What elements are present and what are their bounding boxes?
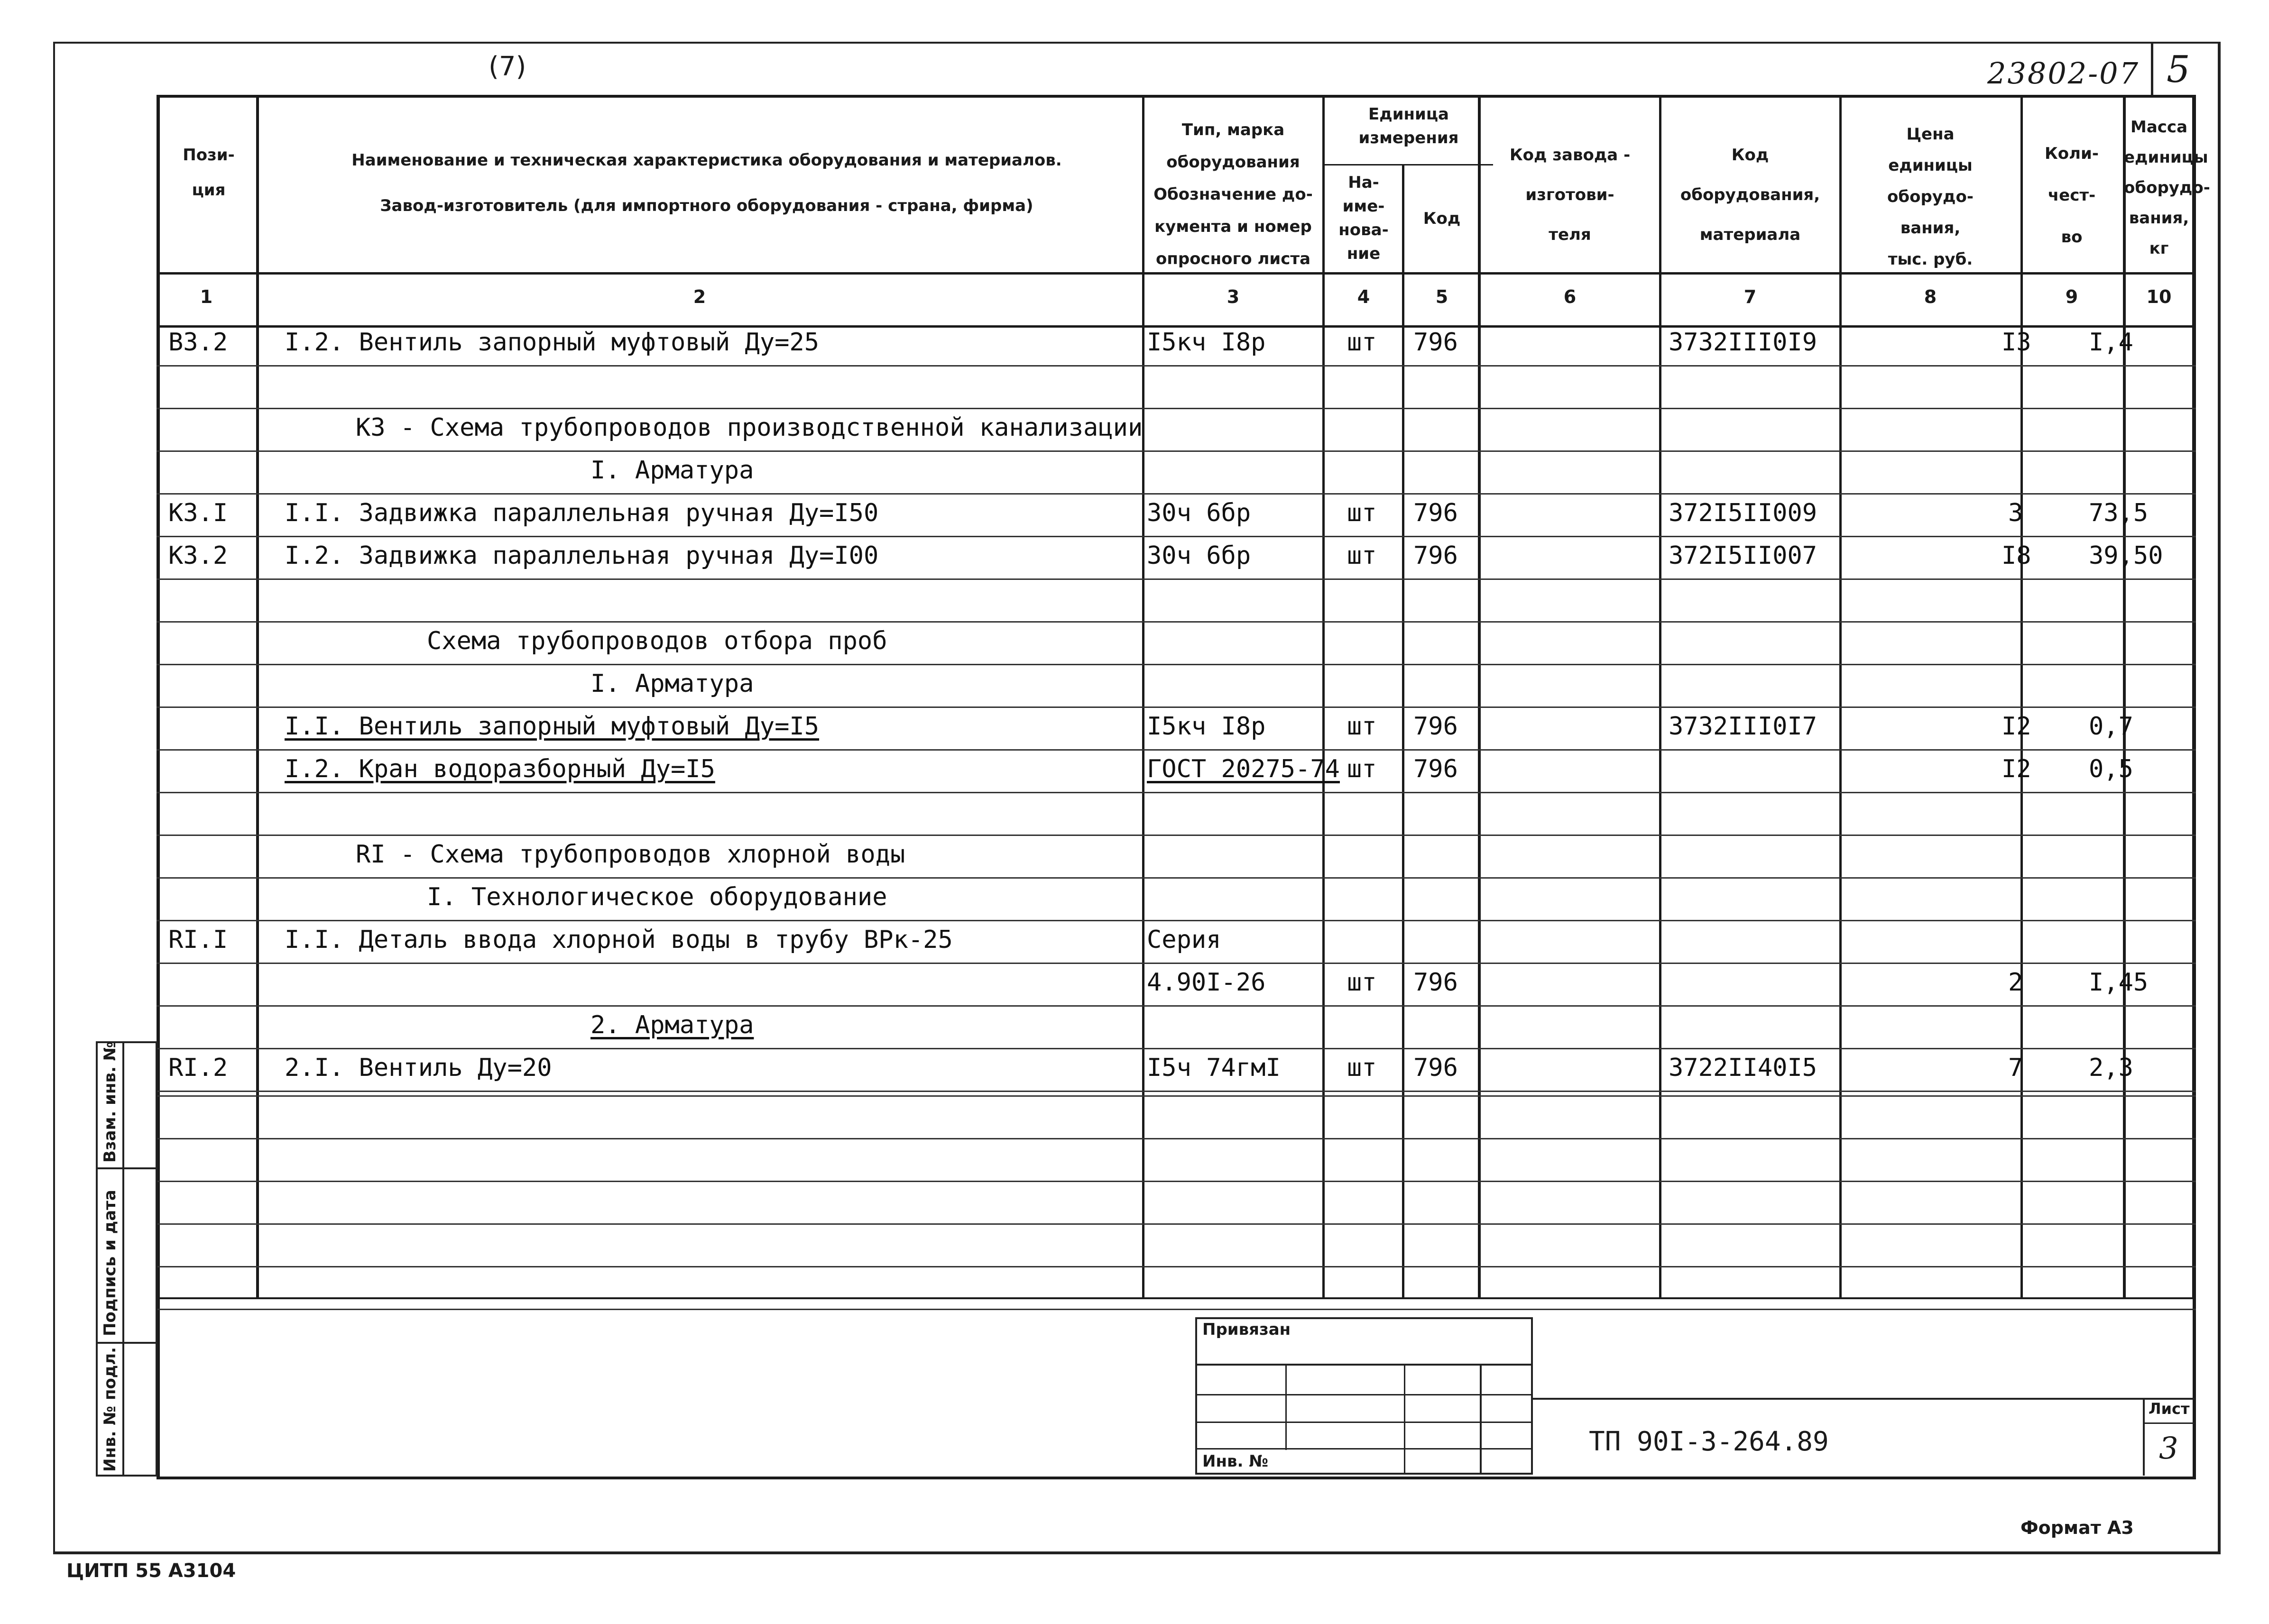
cell-equip-code: 3732III0I7 [1669, 712, 1817, 741]
cell-name: I. Арматура [590, 670, 754, 698]
header-unit-code: Код [1423, 209, 1461, 228]
cell-pos: RI.2 [168, 1054, 228, 1082]
equipment-table [157, 95, 2210, 1299]
cell-name: I.2. Задвижка параллельная ручная Ду=I00 [285, 541, 879, 570]
cell-type: 30ч 6бр [1147, 541, 1251, 570]
cell-mass: 2,3 [2089, 1054, 2133, 1082]
col-number-5: 5 [1435, 286, 1448, 307]
cell-type: 4.90I-26 [1147, 968, 1266, 997]
header-mass: Масса единицы оборудо- вания, кг [2124, 118, 2210, 258]
project-code: ТП 90I-3-264.89 [1589, 1426, 1829, 1457]
cell-mass: 73,5 [2089, 499, 2149, 527]
header-price: Цена единицы оборудо- вания, тыс. руб. [1887, 125, 1974, 269]
cell-qty: 7 [2008, 1054, 2023, 1082]
row-divider [157, 578, 2196, 580]
cell-code: 796 [1413, 968, 1458, 997]
row-divider [157, 1181, 2196, 1182]
col-number-2: 2 [693, 286, 706, 307]
row-divider [157, 1091, 2196, 1092]
row-divider [157, 706, 2196, 708]
cell-unit: шт [1347, 499, 1377, 527]
cell-type: I5кч I8р [1147, 712, 1266, 741]
cell-name: I. Арматура [590, 456, 754, 485]
cell-qty: I3 [2002, 328, 2031, 357]
bottom-code: ЦИТП 55 А3104 [66, 1560, 236, 1582]
cell-unit: шт [1347, 1054, 1377, 1082]
row-divider [157, 963, 2196, 964]
cell-mass: I,45 [2089, 968, 2149, 997]
cell-code: 796 [1413, 712, 1458, 741]
document-number: 23802-07 [1987, 56, 2140, 91]
header-type: Тип, марка оборудования Обозначение до- кумента и номер опросного листа [1153, 120, 1313, 268]
cell-code: 796 [1413, 499, 1458, 527]
list-number: 3 [2159, 1431, 2178, 1466]
row-divider [157, 835, 2196, 836]
cell-name: К3 - Схема трубопроводов производственной канализации [356, 413, 1143, 442]
cell-code: 796 [1413, 1054, 1458, 1082]
header-position: Пози- ция [183, 146, 235, 200]
cell-name: I.I. Вентиль запорный муфтовый Ду=I5 [285, 712, 820, 741]
row-divider [157, 920, 2196, 921]
header-name: Наименование и техническая характеристика оборудования и материалов. Завод-изготовитель (для импортного оборудования - страна, фирма) [351, 151, 1062, 215]
stamp-zam-inv: Взам. инв. № [101, 1041, 120, 1163]
header-equipment-code: Код оборудования, материала [1680, 146, 1820, 244]
cell-equip-code: 372I5II007 [1669, 541, 1817, 570]
format-label: Формат А3 [2020, 1517, 2134, 1538]
header-unit-name: На- име- нова- ние [1338, 173, 1389, 263]
cell-type: ГОСТ 20275-74 [1147, 755, 1340, 783]
cell-qty: I8 [2002, 541, 2031, 570]
col-number-7: 7 [1743, 286, 1757, 307]
cell-qty: 3 [2008, 499, 2023, 527]
cell-type: I5ч 74гмI [1147, 1054, 1281, 1082]
col-number-4: 4 [1357, 286, 1370, 307]
cell-name: I.I. Деталь ввода хлорной воды в трубу ВРк-25 [285, 926, 953, 954]
col-number-3: 3 [1227, 286, 1240, 307]
row-divider [157, 1048, 2196, 1049]
cell-pos: К3.I [168, 499, 228, 527]
cell-type: Серия [1147, 926, 1221, 954]
row-divider [157, 792, 2196, 793]
cell-name: I. Технологическое оборудование [427, 883, 887, 911]
cell-type: 30ч 6бр [1147, 499, 1251, 527]
cell-code: 796 [1413, 541, 1458, 570]
row-divider [157, 749, 2196, 751]
col-number-8: 8 [1924, 286, 1937, 307]
title-block [1195, 1317, 1533, 1475]
row-divider [157, 1223, 2196, 1225]
cell-mass: 39,50 [2089, 541, 2163, 570]
header-factory-code: Код завода - изготови- теля [1509, 146, 1631, 244]
cell-unit: шт [1347, 755, 1377, 783]
page-mark-box [2151, 44, 2217, 97]
cell-unit: шт [1347, 712, 1377, 741]
row-divider [157, 877, 2196, 879]
cell-code: 796 [1413, 755, 1458, 783]
row-divider [157, 365, 2196, 367]
row-divider [157, 1005, 2196, 1007]
cell-equip-code: 3722II40I5 [1669, 1054, 1817, 1082]
cell-mass: 0,5 [2089, 755, 2133, 783]
header-unit-group: Единица измерения [1358, 105, 1459, 147]
cell-name: I.2. Вентиль запорный муфтовый Ду=25 [285, 328, 820, 357]
row-divider [157, 621, 2196, 623]
cell-qty: I2 [2002, 755, 2031, 783]
list-label: Лист [2149, 1400, 2190, 1418]
row-divider [157, 450, 2196, 452]
cell-name: RI - Схема трубопроводов хлорной воды [356, 840, 905, 869]
cell-mass: I,4 [2089, 328, 2133, 357]
stamp-podpis: Подпись и дата [101, 1190, 120, 1336]
col-number-1: 1 [200, 286, 213, 307]
header-quantity: Коли- чест- во [2045, 144, 2099, 247]
table-bottom-rule [157, 1297, 2196, 1299]
row-divider [157, 408, 2196, 409]
cell-name: 2. Арматура [590, 1011, 754, 1039]
row-divider [157, 536, 2196, 537]
cell-name: Схема трубопроводов отбора проб [427, 627, 887, 655]
page-mark: 5 [2167, 48, 2190, 91]
stamp-inv-podl: Инв. № подл. [101, 1347, 120, 1472]
cell-unit: шт [1347, 328, 1377, 357]
cell-qty: 2 [2008, 968, 2023, 997]
col-number-6: 6 [1563, 286, 1577, 307]
cell-unit: шт [1347, 968, 1377, 997]
row-divider [157, 1138, 2196, 1139]
col-number-10: 10 [2146, 286, 2172, 307]
cell-unit: шт [1347, 541, 1377, 570]
col-number-9: 9 [2065, 286, 2078, 307]
row-divider [157, 664, 2196, 665]
row-divider [157, 1309, 2196, 1310]
cell-pos: В3.2 [168, 328, 228, 357]
cell-mass: 0,7 [2089, 712, 2133, 741]
inv-number-label: Инв. № [1202, 1452, 1269, 1471]
cell-equip-code: 3732III0I9 [1669, 328, 1817, 357]
cell-pos: RI.I [168, 926, 228, 954]
cell-name: I.I. Задвижка параллельная ручная Ду=I50 [285, 499, 879, 527]
row-divider [157, 1095, 2196, 1097]
row-divider [157, 1266, 2196, 1267]
cell-name: I.2. Кран водоразборный Ду=I5 [285, 755, 715, 783]
cell-qty: I2 [2002, 712, 2031, 741]
cell-pos: К3.2 [168, 541, 228, 570]
cell-name: 2.I. Вентиль Ду=20 [285, 1054, 552, 1082]
row-divider [157, 493, 2196, 495]
cell-type: I5кч I8р [1147, 328, 1266, 357]
top-reference: (7) [489, 51, 526, 82]
cell-code: 796 [1413, 328, 1458, 357]
privyazan-label: Привязан [1202, 1320, 1291, 1339]
cell-equip-code: 372I5II009 [1669, 499, 1817, 527]
